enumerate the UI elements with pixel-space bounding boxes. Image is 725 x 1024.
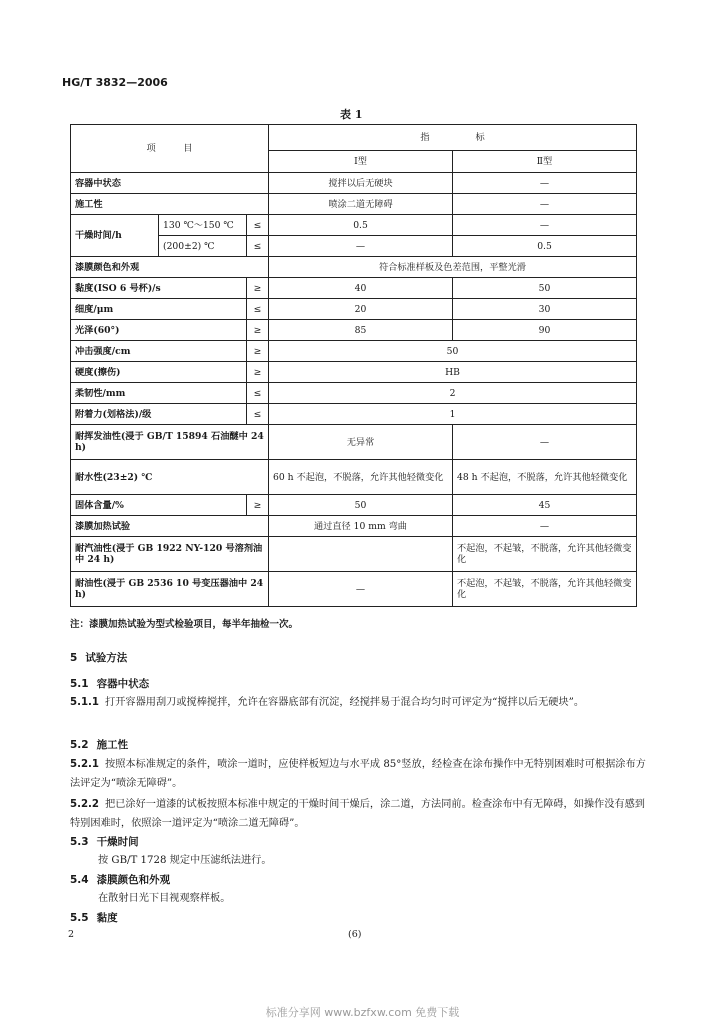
section-5-1-heading [70,676,149,691]
section-number: 5.1 [70,678,89,690]
col-header-type2: Ⅱ型 [453,151,637,173]
row-label: 容器中状态 [71,173,269,194]
cell-type2: 90 [453,320,637,341]
row-label: 漆膜加热试验 [71,516,269,537]
clause-text: 按照本标准规定的条件，喷涂一道时，应使样板短边与水平成 85°竖放，经检查在涂布操作中无特别困难时可根据涂布方法评定为“喷涂无障碍”。 [70,759,646,789]
cell-type2: — [453,215,637,236]
cell-type2: — [453,194,637,215]
cell-symbol: ≤ [247,404,269,425]
table-title: 表 1 [340,108,363,121]
cell-symbol: ≥ [247,495,269,516]
paragraph-5-1-1 [70,693,650,712]
clause-text: 打开容器用刮刀或搅棒搅拌，允许在容器底部有沉淀，经搅拌易于混合均匀时可评定为“搅拌以后无硬块”。 [105,697,585,708]
cell-merged: 符合标准样板及色差范围，平整光滑 [269,257,637,278]
paragraph-5-4: 在散射日光下目视观察样板。 [98,893,231,904]
paragraph-5-3: 按 GB/T 1728 规定中压滤纸法进行。 [98,855,272,866]
cell-type1: 50 [269,495,453,516]
spec-table [70,124,637,607]
section-5-heading [70,650,127,665]
cell-symbol: ≥ [247,278,269,299]
row-label: 耐水性(23±2) ℃ [71,460,269,495]
cell-merged: 1 [269,404,637,425]
row-label: 冲击强度/cm [71,341,247,362]
cell-type2: — [453,425,637,460]
cell-symbol: ≤ [247,236,269,257]
cell-symbol: ≥ [247,320,269,341]
section-title: 试验方法 [85,652,128,664]
table-note: 注：漆膜加热试验为型式检验项目，每半年抽检一次。 [70,619,299,630]
cell-type1: — [269,572,453,607]
section-title: 漆膜颜色和外观 [96,874,171,886]
row-label: 硬度(擦伤) [71,362,247,383]
section-5-5-heading [70,910,118,925]
watermark-text: 标准分享网 www.bzfxw.com 免费下载 [265,1006,460,1019]
cell-type1: 通过直径 10 mm 弯曲 [269,516,453,537]
cell-type2: 不起泡，不起皱，不脱落，允许其他轻微变化 [453,537,637,572]
cell-merged: HB [269,362,637,383]
row-label: 黏度(ISO 6 号杯)/s [71,278,247,299]
row-label: 漆膜颜色和外观 [71,257,269,278]
section-5-2-heading [70,737,128,752]
cell-type2: 45 [453,495,637,516]
standard-code: HG/T 3832—2006 [62,76,168,89]
section-title: 黏度 [96,912,118,924]
row-label: 耐汽油性(浸于 GB 1922 NY-120 号溶剂油中 24 h) [71,537,269,572]
cell-type1 [269,537,453,572]
row-sublabel: (200±2) ℃ [159,236,247,257]
cell-type2: 0.5 [453,236,637,257]
row-label: 光泽(60°) [71,320,247,341]
cell-type2: — [453,516,637,537]
section-5-3-heading [70,834,139,849]
cell-symbol: ≤ [247,383,269,404]
section-title: 容器中状态 [96,678,150,690]
cell-type2: — [453,173,637,194]
row-label: 附着力(划格法)/级 [71,404,247,425]
cell-type2: 48 h 不起泡，不脱落，允许其他轻微变化 [453,460,637,495]
cell-merged: 2 [269,383,637,404]
col-header-index: 指 标 [269,125,637,151]
cell-type1: 85 [269,320,453,341]
section-title: 干燥时间 [96,836,139,848]
section-number: 5.3 [70,836,89,848]
cell-type1: 0.5 [269,215,453,236]
cell-type2: 不起泡，不起皱，不脱落，允许其他轻微变化 [453,572,637,607]
paragraph-5-2-1 [70,755,650,793]
col-header-type1: Ⅰ型 [269,151,453,173]
clause-number: 5.2.2 [70,799,100,810]
row-label: 耐挥发油性(浸于 GB/T 15894 石油醚中 24 h) [71,425,269,460]
section-number: 5.5 [70,912,89,924]
cell-type1: — [269,236,453,257]
row-label: 柔韧性/mm [71,383,247,404]
section-5-4-heading [70,872,170,887]
cell-symbol: ≤ [247,299,269,320]
clause-text: 把已涂好一道漆的试板按照本标准中规定的干燥时间干燥后，涂二道，方法同前。检查涂布中有无障碍，如操作没有感到特别困难时，依照涂一道评定为“喷涂二道无障碍”。 [70,799,645,829]
cell-type1: 无异常 [269,425,453,460]
cell-type2: 50 [453,278,637,299]
row-label: 耐油性(浸于 GB 2536 10 号变压器油中 24 h) [71,572,269,607]
section-number: 5 [70,652,78,664]
cell-type1: 60 h 不起泡，不脱落，允许其他轻微变化 [269,460,453,495]
row-label: 施工性 [71,194,269,215]
cell-type1: 20 [269,299,453,320]
col-header-item: 项 目 [71,125,269,173]
cell-type1: 40 [269,278,453,299]
cell-type1: 喷涂二道无障碍 [269,194,453,215]
clause-number: 5.2.1 [70,759,100,770]
clause-number: 5.1.1 [70,697,100,708]
cell-merged: 50 [269,341,637,362]
page-number: 2 [68,929,75,940]
cell-type2: 30 [453,299,637,320]
page-footer-center: (6) [348,929,362,940]
row-label: 固体含量/% [71,495,247,516]
cell-symbol: ≥ [247,341,269,362]
cell-symbol: ≤ [247,215,269,236]
cell-type1: 搅拌以后无硬块 [269,173,453,194]
section-number: 5.4 [70,874,89,886]
row-label: 干燥时间/h [71,215,159,257]
cell-symbol: ≥ [247,362,269,383]
section-title: 施工性 [96,739,129,751]
row-label: 细度/μm [71,299,247,320]
paragraph-5-2-2 [70,795,650,833]
section-number: 5.2 [70,739,89,751]
row-sublabel: 130 ℃～150 ℃ [159,215,247,236]
